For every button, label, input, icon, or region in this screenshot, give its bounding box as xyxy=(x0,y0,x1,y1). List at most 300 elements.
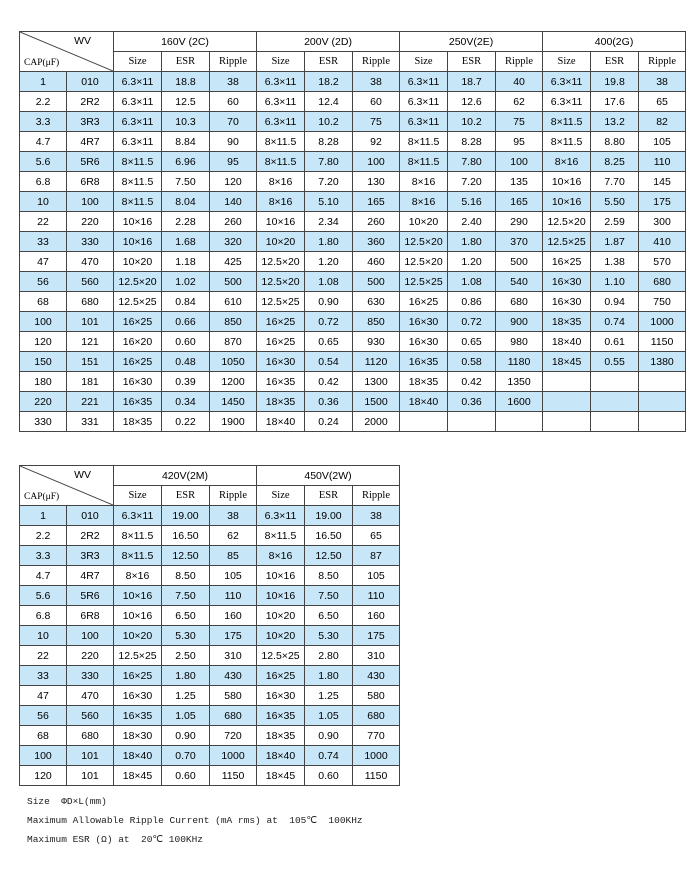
size-cell: 16×30 xyxy=(114,372,162,392)
esr-cell: 5.16 xyxy=(448,192,496,212)
voltage-header: 200V (2D) xyxy=(257,32,400,52)
column-header-esr: ESR xyxy=(305,486,353,506)
cap-label: CAP(μF) xyxy=(24,58,60,68)
esr-cell: 7.80 xyxy=(305,152,353,172)
column-header-ripple: Ripple xyxy=(496,52,543,72)
esr-cell: 12.50 xyxy=(162,546,210,566)
esr-cell: 0.61 xyxy=(591,332,639,352)
esr-cell: 1.20 xyxy=(448,252,496,272)
esr-cell: 0.42 xyxy=(305,372,353,392)
size-cell: 10×20 xyxy=(400,212,448,232)
size-cell: 10×16 xyxy=(257,566,305,586)
esr-cell: 5.30 xyxy=(305,626,353,646)
cap-code-cell: 100 xyxy=(67,192,114,212)
cap-code-cell: 2R2 xyxy=(67,526,114,546)
ripple-cell: 1120 xyxy=(353,352,400,372)
size-cell: 18×45 xyxy=(543,352,591,372)
ripple-cell: 1380 xyxy=(639,352,686,372)
esr-cell: 0.90 xyxy=(305,292,353,312)
size-cell: 6.3×11 xyxy=(114,506,162,526)
table-row xyxy=(20,626,400,646)
esr-cell: 19.00 xyxy=(162,506,210,526)
esr-cell: 0.24 xyxy=(305,412,353,432)
esr-cell: 0.54 xyxy=(305,352,353,372)
ripple-cell: 310 xyxy=(353,646,400,666)
ripple-cell: 145 xyxy=(639,172,686,192)
size-cell: 16×25 xyxy=(114,312,162,332)
ripple-cell xyxy=(639,372,686,392)
esr-cell: 19.00 xyxy=(305,506,353,526)
ripple-cell: 62 xyxy=(210,526,257,546)
esr-cell: 6.50 xyxy=(162,606,210,626)
table-row xyxy=(20,152,686,172)
ripple-cell: 105 xyxy=(353,566,400,586)
esr-cell: 10.3 xyxy=(162,112,210,132)
ripple-cell: 460 xyxy=(353,252,400,272)
ripple-cell: 1500 xyxy=(353,392,400,412)
esr-cell: 0.65 xyxy=(305,332,353,352)
ripple-cell: 310 xyxy=(210,646,257,666)
table-row xyxy=(20,606,400,626)
esr-cell: 1.80 xyxy=(305,232,353,252)
esr-cell: 0.39 xyxy=(162,372,210,392)
size-cell: 16×30 xyxy=(543,292,591,312)
ripple-cell: 60 xyxy=(210,92,257,112)
esr-cell: 1.05 xyxy=(305,706,353,726)
esr-cell: 5.30 xyxy=(162,626,210,646)
ripple-cell: 870 xyxy=(210,332,257,352)
cap-value-cell: 5.6 xyxy=(20,586,67,606)
table-row xyxy=(20,112,686,132)
column-header-size: Size xyxy=(257,486,305,506)
column-header-size: Size xyxy=(114,486,162,506)
ripple-cell: 370 xyxy=(496,232,543,252)
size-cell: 12.5×20 xyxy=(257,252,305,272)
ripple-cell: 130 xyxy=(353,172,400,192)
esr-cell: 1.08 xyxy=(305,272,353,292)
size-cell: 16×30 xyxy=(257,352,305,372)
column-header-size: Size xyxy=(543,52,591,72)
ripple-cell: 290 xyxy=(496,212,543,232)
ripple-cell: 720 xyxy=(210,726,257,746)
size-cell: 10×16 xyxy=(114,232,162,252)
cap-code-cell: 470 xyxy=(67,686,114,706)
size-cell: 16×35 xyxy=(400,352,448,372)
ripple-cell: 160 xyxy=(353,606,400,626)
cap-value-cell: 10 xyxy=(20,626,67,646)
table-row xyxy=(20,412,686,432)
size-cell: 8×11.5 xyxy=(257,132,305,152)
esr-cell xyxy=(591,412,639,432)
table-row xyxy=(20,766,400,786)
esr-cell: 5.50 xyxy=(591,192,639,212)
size-cell: 8×11.5 xyxy=(543,112,591,132)
size-cell: 6.3×11 xyxy=(257,112,305,132)
esr-cell: 12.6 xyxy=(448,92,496,112)
table-row xyxy=(20,646,400,666)
corner-header xyxy=(20,466,114,506)
size-cell: 6.3×11 xyxy=(257,72,305,92)
note-size: Size ΦD×L(mm) xyxy=(27,796,107,807)
esr-cell: 18.8 xyxy=(162,72,210,92)
ripple-cell: 610 xyxy=(210,292,257,312)
cap-value-cell: 33 xyxy=(20,232,67,252)
esr-cell: 7.50 xyxy=(305,586,353,606)
esr-cell: 0.36 xyxy=(448,392,496,412)
column-header-size: Size xyxy=(257,52,305,72)
spec-table-low-voltage xyxy=(19,31,686,432)
size-cell xyxy=(543,392,591,412)
column-header-esr: ESR xyxy=(591,52,639,72)
ripple-cell: 100 xyxy=(496,152,543,172)
esr-cell: 2.59 xyxy=(591,212,639,232)
esr-cell: 0.70 xyxy=(162,746,210,766)
size-cell: 6.3×11 xyxy=(400,112,448,132)
size-cell: 18×35 xyxy=(114,412,162,432)
esr-cell: 18.7 xyxy=(448,72,496,92)
esr-cell: 8.80 xyxy=(591,132,639,152)
esr-cell: 0.34 xyxy=(162,392,210,412)
ripple-cell: 500 xyxy=(210,272,257,292)
column-header-esr: ESR xyxy=(162,486,210,506)
ripple-cell: 1150 xyxy=(353,766,400,786)
cap-value-cell: 1 xyxy=(20,506,67,526)
size-cell: 10×16 xyxy=(543,192,591,212)
esr-cell: 0.74 xyxy=(591,312,639,332)
esr-cell: 8.50 xyxy=(305,566,353,586)
size-cell: 12.5×20 xyxy=(257,272,305,292)
size-cell: 10×20 xyxy=(257,232,305,252)
cap-code-cell: 101 xyxy=(67,766,114,786)
size-cell: 6.3×11 xyxy=(257,92,305,112)
esr-cell: 5.10 xyxy=(305,192,353,212)
table-row xyxy=(20,526,400,546)
cap-value-cell: 330 xyxy=(20,412,67,432)
cap-value-cell: 120 xyxy=(20,766,67,786)
size-cell xyxy=(400,412,448,432)
cap-value-cell: 1 xyxy=(20,72,67,92)
size-cell: 18×40 xyxy=(114,746,162,766)
esr-cell: 2.80 xyxy=(305,646,353,666)
esr-cell: 10.2 xyxy=(448,112,496,132)
ripple-cell: 500 xyxy=(353,272,400,292)
cap-code-cell: 5R6 xyxy=(67,152,114,172)
ripple-cell: 105 xyxy=(639,132,686,152)
ripple-cell: 580 xyxy=(353,686,400,706)
cap-value-cell: 56 xyxy=(20,272,67,292)
cap-value-cell: 3.3 xyxy=(20,546,67,566)
ripple-cell: 680 xyxy=(210,706,257,726)
voltage-header: 420V(2M) xyxy=(114,466,257,486)
size-cell: 18×45 xyxy=(114,766,162,786)
size-cell: 12.5×20 xyxy=(400,252,448,272)
cap-code-cell: 470 xyxy=(67,252,114,272)
ripple-cell: 95 xyxy=(210,152,257,172)
ripple-cell: 92 xyxy=(353,132,400,152)
cap-value-cell: 4.7 xyxy=(20,566,67,586)
ripple-cell: 38 xyxy=(639,72,686,92)
size-cell: 8×11.5 xyxy=(114,526,162,546)
size-cell: 18×35 xyxy=(400,372,448,392)
cap-value-cell: 3.3 xyxy=(20,112,67,132)
esr-cell: 0.58 xyxy=(448,352,496,372)
cap-code-cell: 560 xyxy=(67,706,114,726)
esr-cell: 1.80 xyxy=(448,232,496,252)
size-cell: 16×35 xyxy=(257,706,305,726)
esr-cell: 0.42 xyxy=(448,372,496,392)
table-row xyxy=(20,312,686,332)
size-cell: 12.5×25 xyxy=(543,232,591,252)
table-row xyxy=(20,292,686,312)
ripple-cell: 65 xyxy=(639,92,686,112)
size-cell: 6.3×11 xyxy=(543,92,591,112)
ripple-cell xyxy=(496,412,543,432)
esr-cell: 12.5 xyxy=(162,92,210,112)
esr-cell: 16.50 xyxy=(305,526,353,546)
esr-cell: 18.2 xyxy=(305,72,353,92)
table-row xyxy=(20,92,686,112)
column-header-size: Size xyxy=(400,52,448,72)
esr-cell: 2.50 xyxy=(162,646,210,666)
table-row xyxy=(20,172,686,192)
ripple-cell: 135 xyxy=(496,172,543,192)
cap-value-cell: 2.2 xyxy=(20,92,67,112)
ripple-cell: 770 xyxy=(353,726,400,746)
column-header-size: Size xyxy=(114,52,162,72)
column-header-ripple: Ripple xyxy=(639,52,686,72)
cap-value-cell: 47 xyxy=(20,686,67,706)
cap-value-cell: 47 xyxy=(20,252,67,272)
esr-cell: 7.20 xyxy=(305,172,353,192)
ripple-cell: 105 xyxy=(210,566,257,586)
size-cell: 8×16 xyxy=(114,566,162,586)
size-cell: 10×16 xyxy=(114,606,162,626)
size-cell: 16×30 xyxy=(114,686,162,706)
size-cell: 18×40 xyxy=(543,332,591,352)
size-cell: 18×35 xyxy=(543,312,591,332)
ripple-cell: 750 xyxy=(639,292,686,312)
ripple-cell: 165 xyxy=(353,192,400,212)
esr-cell: 0.22 xyxy=(162,412,210,432)
esr-cell: 8.25 xyxy=(591,152,639,172)
ripple-cell: 1450 xyxy=(210,392,257,412)
ripple-cell: 300 xyxy=(639,212,686,232)
ripple-cell: 110 xyxy=(639,152,686,172)
size-cell: 18×40 xyxy=(257,746,305,766)
esr-cell: 0.90 xyxy=(162,726,210,746)
notes xyxy=(27,792,363,849)
ripple-cell: 60 xyxy=(353,92,400,112)
size-cell: 8×11.5 xyxy=(257,152,305,172)
table-row xyxy=(20,666,400,686)
ripple-cell: 82 xyxy=(639,112,686,132)
spec-table-high-voltage xyxy=(19,465,400,786)
column-header-ripple: Ripple xyxy=(353,52,400,72)
size-cell: 16×25 xyxy=(257,332,305,352)
esr-cell: 8.04 xyxy=(162,192,210,212)
ripple-cell: 62 xyxy=(496,92,543,112)
cap-code-cell: 121 xyxy=(67,332,114,352)
corner-header xyxy=(20,32,114,72)
table-row xyxy=(20,566,400,586)
ripple-cell: 930 xyxy=(353,332,400,352)
ripple-cell: 850 xyxy=(353,312,400,332)
cap-code-cell: 2R2 xyxy=(67,92,114,112)
ripple-cell xyxy=(639,392,686,412)
size-cell: 16×30 xyxy=(543,272,591,292)
cap-value-cell: 180 xyxy=(20,372,67,392)
cap-value-cell: 22 xyxy=(20,646,67,666)
size-cell: 10×16 xyxy=(114,586,162,606)
esr-cell: 2.28 xyxy=(162,212,210,232)
esr-cell: 1.10 xyxy=(591,272,639,292)
size-cell: 10×16 xyxy=(257,586,305,606)
esr-cell: 13.2 xyxy=(591,112,639,132)
size-cell: 8×11.5 xyxy=(114,192,162,212)
ripple-cell: 70 xyxy=(210,112,257,132)
column-header-ripple: Ripple xyxy=(210,52,257,72)
size-cell: 8×11.5 xyxy=(400,152,448,172)
cap-code-cell: 680 xyxy=(67,726,114,746)
ripple-cell: 1600 xyxy=(496,392,543,412)
ripple-cell: 160 xyxy=(210,606,257,626)
size-cell xyxy=(543,372,591,392)
ripple-cell: 850 xyxy=(210,312,257,332)
size-cell: 12.5×20 xyxy=(114,272,162,292)
ripple-cell: 175 xyxy=(210,626,257,646)
esr-cell xyxy=(448,412,496,432)
cap-code-cell: 3R3 xyxy=(67,546,114,566)
table-row xyxy=(20,546,400,566)
size-cell: 8×16 xyxy=(257,192,305,212)
size-cell: 16×30 xyxy=(400,312,448,332)
column-header-ripple: Ripple xyxy=(353,486,400,506)
cap-value-cell: 100 xyxy=(20,746,67,766)
cap-value-cell: 220 xyxy=(20,392,67,412)
ripple-cell: 430 xyxy=(210,666,257,686)
esr-cell: 0.55 xyxy=(591,352,639,372)
cap-code-cell: 101 xyxy=(67,746,114,766)
ripple-cell: 85 xyxy=(210,546,257,566)
size-cell: 16×25 xyxy=(400,292,448,312)
size-cell: 6.3×11 xyxy=(400,92,448,112)
ripple-cell: 1900 xyxy=(210,412,257,432)
esr-cell: 0.66 xyxy=(162,312,210,332)
ripple-cell: 410 xyxy=(639,232,686,252)
esr-cell: 0.60 xyxy=(162,766,210,786)
size-cell: 12.5×20 xyxy=(400,232,448,252)
ripple-cell: 1000 xyxy=(210,746,257,766)
cap-value-cell: 100 xyxy=(20,312,67,332)
size-cell: 18×40 xyxy=(400,392,448,412)
cap-value-cell: 4.7 xyxy=(20,132,67,152)
size-cell: 6.3×11 xyxy=(114,112,162,132)
esr-cell: 0.90 xyxy=(305,726,353,746)
table-row xyxy=(20,706,400,726)
size-cell: 16×35 xyxy=(257,372,305,392)
size-cell: 18×35 xyxy=(257,726,305,746)
size-cell: 16×30 xyxy=(400,332,448,352)
esr-cell: 1.20 xyxy=(305,252,353,272)
ripple-cell: 175 xyxy=(639,192,686,212)
esr-cell: 7.80 xyxy=(448,152,496,172)
cap-value-cell: 56 xyxy=(20,706,67,726)
ripple-cell: 1350 xyxy=(496,372,543,392)
cap-code-cell: 4R7 xyxy=(67,132,114,152)
esr-cell: 7.70 xyxy=(591,172,639,192)
size-cell: 6.3×11 xyxy=(114,72,162,92)
size-cell: 12.5×25 xyxy=(400,272,448,292)
cap-label: CAP(μF) xyxy=(24,492,60,502)
cap-code-cell: 010 xyxy=(67,72,114,92)
esr-cell: 1.05 xyxy=(162,706,210,726)
column-header-esr: ESR xyxy=(305,52,353,72)
size-cell: 10×16 xyxy=(114,212,162,232)
ripple-cell: 2000 xyxy=(353,412,400,432)
ripple-cell: 38 xyxy=(353,506,400,526)
wv-label: WV xyxy=(74,469,91,481)
cap-value-cell: 22 xyxy=(20,212,67,232)
ripple-cell: 110 xyxy=(210,586,257,606)
table-row xyxy=(20,686,400,706)
esr-cell: 19.8 xyxy=(591,72,639,92)
column-header-ripple: Ripple xyxy=(210,486,257,506)
esr-cell: 16.50 xyxy=(162,526,210,546)
cap-code-cell: 6R8 xyxy=(67,606,114,626)
size-cell: 6.3×11 xyxy=(114,92,162,112)
ripple-cell: 360 xyxy=(353,232,400,252)
esr-cell: 0.94 xyxy=(591,292,639,312)
size-cell xyxy=(543,412,591,432)
table-row xyxy=(20,232,686,252)
esr-cell: 1.18 xyxy=(162,252,210,272)
size-cell: 16×25 xyxy=(543,252,591,272)
cap-value-cell: 10 xyxy=(20,192,67,212)
cap-code-cell: 010 xyxy=(67,506,114,526)
cap-value-cell: 68 xyxy=(20,726,67,746)
ripple-cell: 680 xyxy=(353,706,400,726)
esr-cell: 7.50 xyxy=(162,586,210,606)
cap-code-cell: 6R8 xyxy=(67,172,114,192)
cap-code-cell: 4R7 xyxy=(67,566,114,586)
cap-value-cell: 120 xyxy=(20,332,67,352)
ripple-cell: 90 xyxy=(210,132,257,152)
esr-cell: 10.2 xyxy=(305,112,353,132)
size-cell: 12.5×25 xyxy=(114,292,162,312)
size-cell: 6.3×11 xyxy=(543,72,591,92)
esr-cell: 6.50 xyxy=(305,606,353,626)
ripple-cell: 1180 xyxy=(496,352,543,372)
table-row xyxy=(20,586,400,606)
size-cell: 12.5×25 xyxy=(257,646,305,666)
size-cell: 6.3×11 xyxy=(257,506,305,526)
ripple-cell: 540 xyxy=(496,272,543,292)
esr-cell: 1.25 xyxy=(162,686,210,706)
size-cell: 12.5×20 xyxy=(543,212,591,232)
esr-cell xyxy=(591,372,639,392)
esr-cell: 7.50 xyxy=(162,172,210,192)
size-cell: 8×16 xyxy=(257,546,305,566)
cap-code-cell: 220 xyxy=(67,212,114,232)
ripple-cell: 580 xyxy=(210,686,257,706)
table-row xyxy=(20,132,686,152)
esr-cell: 6.96 xyxy=(162,152,210,172)
size-cell: 6.3×11 xyxy=(400,72,448,92)
size-cell: 18×45 xyxy=(257,766,305,786)
cap-value-cell: 68 xyxy=(20,292,67,312)
esr-cell: 8.50 xyxy=(162,566,210,586)
cap-value-cell: 6.8 xyxy=(20,172,67,192)
